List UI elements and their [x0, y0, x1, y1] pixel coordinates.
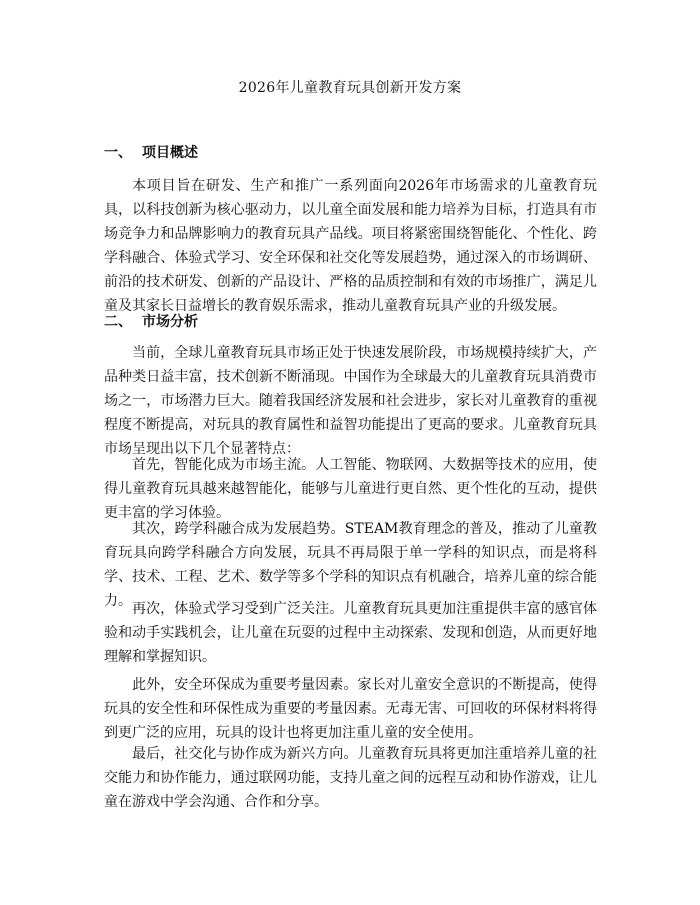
section-heading-market [104, 312, 198, 332]
market-paragraph-third: 再次，体验式学习受到广泛关注。儿童教育玩具更加注重提供丰富的感官体验和动手实践机会，让儿童在玩耍的过程中主动探索、发现和创造，从而更好地理解和掌握知识。 [104, 601, 597, 665]
document-title: 2026年儿童教育玩具创新开发方案 [238, 80, 462, 96]
overview-paragraph: 本项目旨在研发、生产和推广一系列面向2026年市场需求的儿童教育玩具，以科技创新为核心驱动力，以儿童全面发展和能力培养为目标，打造具有市场竞争力和品牌影响力的教育玩具产品线。项目将紧密围绕智能化、个性化、跨学科融合、体验式学习、安全环保和社交化等发展趋势，通过深入的市场调研、前沿的技术研发、创新的产品设计、严格的品质控制和有效的市场推广，满足儿童及其家长日益增长的教育娱乐需求，推动儿童教育玩具产业的升级发展。 [104, 178, 597, 314]
market-paragraph-second: 其次，跨学科融合成为发展趋势。STEAM教育理念的普及，推动了儿童教育玩具向跨学科融合方向发展，玩具不再局限于单一学科的知识点，而是将科学、技术、工程、艺术、数学等多个学科的知识点有机融合，培养儿童的综合能力。 [104, 521, 597, 609]
section-heading-overview [104, 143, 198, 163]
market-paragraph-fifth: 最后，社交化与协作成为新兴方向。儿童教育玩具将更加注重培养儿童的社交能力和协作能力，通过联网功能，支持儿童之间的远程互动和协作游戏，让儿童在游戏中学会沟通、合作和分享。 [104, 746, 597, 810]
market-paragraph-fourth: 此外，安全环保成为重要考量因素。家长对儿童安全意识的不断提高，使得玩具的安全性和环保性成为重要的考量因素。无毒无害、可回收的环保材料将得到更广泛的应用，玩具的设计也将更加注重儿童的安全使用。 [104, 677, 597, 741]
section-number: 一、 [104, 145, 132, 161]
section-title: 市场分析 [142, 314, 198, 330]
market-paragraph-intro: 当前，全球儿童教育玩具市场正处于快速发展阶段，市场规模持续扩大，产品种类日益丰富，技术创新不断涌现。中国作为全球最大的儿童教育玩具消费市场之一，市场潜力巨大。随着我国经济发展和社会进步，家长对儿童教育的重视程度不断提高，对玩具的教育属性和益智功能提出了更高的要求。儿童教育玩具市场呈现出以下几个显著特点： [104, 345, 597, 457]
section-number: 二、 [104, 314, 132, 330]
section-title: 项目概述 [142, 145, 198, 161]
market-paragraph-first: 首先，智能化成为市场主流。人工智能、物联网、大数据等技术的应用，使得儿童教育玩具越来越智能化，能够与儿童进行更自然、更个性化的互动，提供更丰富的学习体验。 [104, 457, 597, 521]
